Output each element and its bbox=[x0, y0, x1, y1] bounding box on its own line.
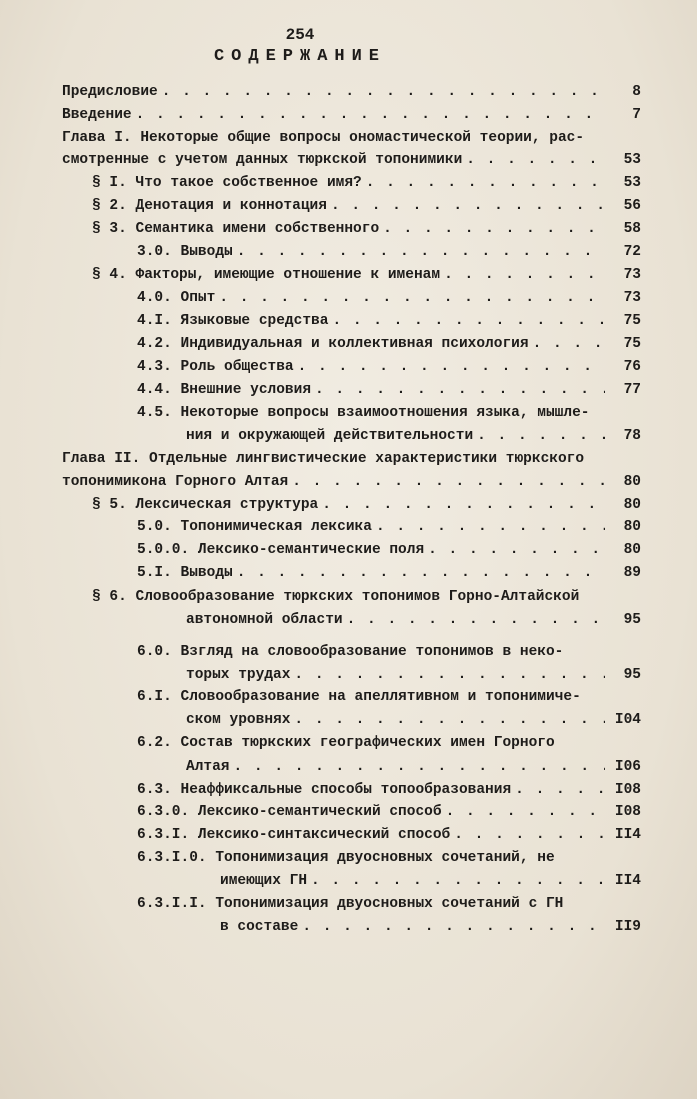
toc-entry-title: 6.3.0. Лексико-семантический способ bbox=[137, 804, 442, 820]
dot-leader bbox=[446, 801, 605, 823]
dot-leader bbox=[347, 609, 605, 631]
toc-entry-title: 5.I. Выводы bbox=[137, 565, 233, 581]
toc-entry-page: 80 bbox=[623, 474, 641, 490]
toc-entry-title: 6.2. Состав тюркских географических имен Горного bbox=[137, 735, 555, 751]
toc-entry-title: § 6. Словообразование тюркских топонимов Горно-Алтайской bbox=[92, 589, 580, 605]
toc-entry-title: 4.4. Внешние условия bbox=[137, 382, 312, 398]
dot-leader bbox=[298, 356, 605, 378]
toc-entry-page: I06 bbox=[614, 759, 641, 775]
toc-entry-page: 78 bbox=[623, 428, 641, 444]
dot-leader bbox=[136, 104, 605, 126]
toc-entry bbox=[186, 709, 641, 731]
dot-leader bbox=[292, 471, 605, 493]
toc-entry bbox=[62, 471, 641, 493]
toc-entry bbox=[137, 356, 641, 378]
toc-entry bbox=[137, 847, 641, 869]
dot-leader bbox=[366, 172, 605, 194]
toc-entry-page: 95 bbox=[623, 667, 641, 683]
dot-leader bbox=[533, 333, 605, 355]
toc-entry-title: § 2. Денотация и коннотация bbox=[92, 198, 327, 214]
toc-entry bbox=[92, 172, 641, 194]
dot-leader bbox=[322, 494, 605, 516]
toc-entry-title: 6.3.I. Лексико-синтаксический способ bbox=[137, 827, 451, 843]
toc-entry-title: § I. Что такое собственное имя? bbox=[92, 175, 362, 191]
toc-entry-page: 7 bbox=[632, 107, 641, 123]
toc-entry-title: имеющих ГН bbox=[220, 873, 308, 889]
toc-entry-title: 4.5. Некоторые вопросы взаимоотношения языка, мышле- bbox=[137, 405, 590, 421]
toc-entry-page: II9 bbox=[614, 919, 641, 935]
toc-entry-title: § 3. Семантика имени собственного bbox=[92, 221, 380, 237]
dot-leader bbox=[315, 379, 605, 401]
toc-entry-title: 4.3. Роль общества bbox=[137, 359, 294, 375]
toc-entry-title: Алтая bbox=[186, 759, 230, 775]
toc-entry bbox=[186, 664, 641, 686]
dot-leader bbox=[383, 218, 605, 240]
toc-entry-title: 5.0.0. Лексико-семантические поля bbox=[137, 542, 425, 558]
toc-entry-title: торых трудах bbox=[186, 667, 291, 683]
toc-entry bbox=[220, 870, 641, 892]
toc-entry bbox=[137, 562, 641, 584]
toc-entry-title: 5.0. Топонимическая лексика bbox=[137, 519, 372, 535]
toc-entry-title: Введение bbox=[62, 107, 132, 123]
toc-entry bbox=[92, 218, 641, 240]
dot-leader bbox=[294, 664, 605, 686]
dot-leader bbox=[294, 709, 605, 731]
dot-leader bbox=[237, 241, 605, 263]
toc-entry bbox=[137, 801, 641, 823]
toc-entry-page: I04 bbox=[614, 712, 641, 728]
toc-entry-page: 53 bbox=[623, 152, 641, 168]
dot-leader bbox=[237, 562, 605, 584]
toc-entry bbox=[62, 149, 641, 171]
toc-entry-title: Глава II. Отдельные лингвистические характеристики тюркского bbox=[62, 451, 585, 467]
toc-entry bbox=[92, 264, 641, 286]
toc-entry-title: смотренные с учетом данных тюркской топонимики bbox=[62, 152, 463, 168]
toc-entry bbox=[137, 686, 641, 708]
toc-entry-title: автономной области bbox=[186, 612, 343, 628]
toc-entry-page: I08 bbox=[614, 782, 641, 798]
toc-entry-page: 72 bbox=[623, 244, 641, 260]
toc-entry-page: I08 bbox=[614, 804, 641, 820]
toc-entry-page: 8 bbox=[632, 84, 641, 100]
toc-entry bbox=[62, 127, 641, 149]
toc-entry bbox=[137, 310, 641, 332]
toc-entry-title: 6.3.I.I. Топонимизация двуосновных сочетаний с ГН bbox=[137, 896, 564, 912]
page-title: СОДЕРЖАНИЕ bbox=[213, 47, 387, 66]
toc-entry-title: 6.3. Неаффиксальные способы топообразования bbox=[137, 782, 512, 798]
toc-entry-title: 4.I. Языковые средства bbox=[137, 313, 329, 329]
dot-leader bbox=[234, 756, 605, 778]
toc-entry-page: II4 bbox=[614, 873, 641, 889]
toc-entry-title: 4.0. Опыт bbox=[137, 290, 216, 306]
toc-entry bbox=[186, 756, 641, 778]
toc-entry-title: 4.2. Индивидуальная и коллективная психология bbox=[137, 336, 529, 352]
toc-entry bbox=[137, 732, 641, 754]
toc-entry bbox=[137, 333, 641, 355]
toc-entry-title: Предисловие bbox=[62, 84, 158, 100]
dot-leader bbox=[466, 149, 605, 171]
toc-entry-page: II4 bbox=[614, 827, 641, 843]
toc-entry bbox=[137, 402, 641, 424]
dot-leader bbox=[515, 779, 605, 801]
toc-entry-page: 73 bbox=[623, 267, 641, 283]
dot-leader bbox=[444, 264, 605, 286]
toc-entry bbox=[137, 241, 641, 263]
dot-leader bbox=[311, 870, 605, 892]
page-number: 254 bbox=[285, 26, 315, 44]
dot-leader bbox=[376, 516, 605, 538]
toc-entry-page: 53 bbox=[623, 175, 641, 191]
toc-entry bbox=[92, 195, 641, 217]
toc-entry bbox=[137, 379, 641, 401]
toc-entry bbox=[92, 586, 641, 608]
dot-leader bbox=[219, 287, 605, 309]
toc-entry bbox=[137, 893, 641, 915]
toc-entry-page: 76 bbox=[623, 359, 641, 375]
toc-entry-title: 6.3.I.0. Топонимизация двуосновных сочетаний, не bbox=[137, 850, 555, 866]
toc-entry-page: 77 bbox=[623, 382, 641, 398]
toc-entry-page: 80 bbox=[623, 542, 641, 558]
toc-entry bbox=[137, 287, 641, 309]
toc-entry-title: Глава I. Некоторые общие вопросы ономастической теории, рас- bbox=[62, 130, 585, 146]
toc-entry-title: 3.0. Выводы bbox=[137, 244, 233, 260]
toc-entry-page: 95 bbox=[623, 612, 641, 628]
dot-leader bbox=[331, 195, 605, 217]
toc-entry bbox=[186, 609, 641, 631]
toc-entry-title: ском уровнях bbox=[186, 712, 291, 728]
toc-entry-page: 75 bbox=[623, 336, 641, 352]
toc-entry-page: 73 bbox=[623, 290, 641, 306]
toc-entry-title: топонимикона Горного Алтая bbox=[62, 474, 289, 490]
dot-leader bbox=[302, 916, 605, 938]
dot-leader bbox=[477, 425, 605, 447]
dot-leader bbox=[332, 310, 605, 332]
toc-entry bbox=[62, 104, 641, 126]
toc-entry-page: 56 bbox=[623, 198, 641, 214]
toc-entry-title: § 4. Факторы, имеющие отношение к именам bbox=[92, 267, 441, 283]
toc-entry-page: 80 bbox=[623, 519, 641, 535]
toc-entry bbox=[137, 516, 641, 538]
toc-entry-page: 89 bbox=[623, 565, 641, 581]
toc-entry bbox=[137, 779, 641, 801]
toc-entry-page: 80 bbox=[623, 497, 641, 513]
toc-entry-page: 58 bbox=[623, 221, 641, 237]
dot-leader bbox=[454, 824, 605, 846]
toc-entry-title: 6.I. Словообразование на апеллятивном и топонимиче- bbox=[137, 689, 581, 705]
toc-entry-page: 75 bbox=[623, 313, 641, 329]
toc-entry bbox=[92, 494, 641, 516]
toc-entry bbox=[137, 641, 641, 663]
toc-entry bbox=[62, 448, 641, 470]
dot-leader bbox=[428, 539, 605, 561]
toc-entry bbox=[186, 425, 641, 447]
dot-leader bbox=[162, 81, 605, 103]
toc-entry bbox=[137, 539, 641, 561]
toc-entry-title: в составе bbox=[220, 919, 299, 935]
toc-entry-title: ния и окружающей действительности bbox=[186, 428, 474, 444]
toc-entry-title: § 5. Лексическая структура bbox=[92, 497, 319, 513]
toc-entry bbox=[220, 916, 641, 938]
toc-entry bbox=[62, 81, 641, 103]
toc-entry-title: 6.0. Взгляд на словообразование топонимов в неко- bbox=[137, 644, 564, 660]
toc-entry bbox=[137, 824, 641, 846]
